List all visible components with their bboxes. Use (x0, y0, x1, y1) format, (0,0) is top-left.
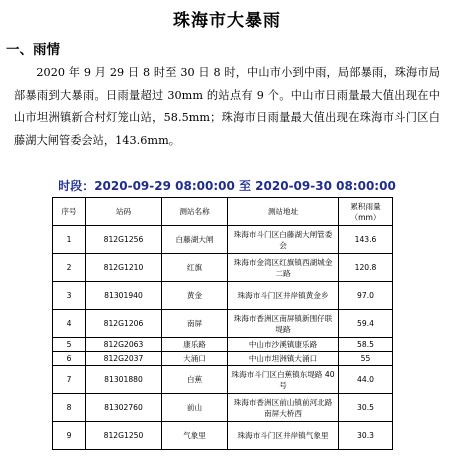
cell-rainfall: 30.5 (339, 394, 393, 422)
header-index: 序号 (53, 198, 86, 226)
table-header-row (53, 198, 393, 226)
cell-station-name: 白藤湖大闸 (162, 226, 228, 254)
rainfall-table (52, 197, 393, 450)
table-row (53, 394, 393, 422)
cell-index: 2 (53, 254, 86, 282)
section-heading: 一、雨情 (6, 42, 60, 58)
cell-index: 7 (53, 366, 86, 394)
cell-index: 9 (53, 422, 86, 450)
cell-station-address: 珠海市斗门区井岸镇气象里 (228, 422, 339, 450)
cell-index: 3 (53, 282, 86, 310)
document-title: 珠海市大暴雨 (173, 11, 281, 31)
table-row (53, 254, 393, 282)
cell-rainfall: 143.6 (339, 226, 393, 254)
cell-station-name: 红旗 (162, 254, 228, 282)
cell-station-name: 康乐路 (162, 338, 228, 352)
cell-station-name: 气象里 (162, 422, 228, 450)
cell-station-address: 珠海市香洲区前山镇前河北路南屏大桥西 (228, 394, 339, 422)
table-row (53, 338, 393, 352)
cell-station-name: 黄金 (162, 282, 228, 310)
cell-index: 5 (53, 338, 86, 352)
cell-rainfall: 55 (339, 352, 393, 366)
cell-station-code: 812G1210 (86, 254, 162, 282)
header-station-code: 站码 (86, 198, 162, 226)
cell-station-code: 812G1256 (86, 226, 162, 254)
time-period-label: 时段：2020-09-29 08:00:00 至 2020-09-30 08:00:00 (58, 179, 396, 193)
table-row (53, 310, 393, 338)
cell-station-code: 81301940 (86, 282, 162, 310)
cell-station-name: 南屏 (162, 310, 228, 338)
cell-rainfall: 44.0 (339, 366, 393, 394)
cell-station-address: 珠海市斗门区白藤湖大闸管委会 (228, 226, 339, 254)
cell-station-address: 珠海市斗门区井岸镇黄金乡 (228, 282, 339, 310)
cell-station-code: 812G1250 (86, 422, 162, 450)
cell-index: 8 (53, 394, 86, 422)
cell-station-code: 812G1206 (86, 310, 162, 338)
rain-summary-paragraph: 2020 年 9 月 29 日 8 时至 30 日 8 时，中山市小到中雨，局部暴雨，珠海市局部暴雨到大暴雨。日雨量超过 30mm 的站点有 9 个。中山市日雨量最大值出现在中山市坦洲镇新合村灯笼山站，58.5mm；珠海市日雨量最大值出现在珠海市斗门区白藤湖大闸管委会站，143.6mm。 (14, 66, 440, 147)
table-row (53, 282, 393, 310)
header-station-address: 测站地址 (228, 198, 339, 226)
header-station-name: 测站名称 (162, 198, 228, 226)
cell-rainfall: 120.8 (339, 254, 393, 282)
cell-station-code: 812G2037 (86, 352, 162, 366)
cell-index: 1 (53, 226, 86, 254)
table-row (53, 226, 393, 254)
cell-station-code: 81301880 (86, 366, 162, 394)
cell-station-address: 珠海市斗门区白蕉镇东堤路 40 号 (228, 366, 339, 394)
cell-station-name: 大涌口 (162, 352, 228, 366)
cell-station-address: 中山市沙溪镇康乐路 (228, 338, 339, 352)
table-row (53, 366, 393, 394)
cell-station-code: 81302760 (86, 394, 162, 422)
cell-index: 4 (53, 310, 86, 338)
cell-rainfall: 59.4 (339, 310, 393, 338)
cell-station-code: 812G2063 (86, 338, 162, 352)
table-row (53, 422, 393, 450)
cell-station-address: 珠海市香洲区南屏镇新围仔联堤路 (228, 310, 339, 338)
cell-station-name: 前山 (162, 394, 228, 422)
cell-station-name: 白蕉 (162, 366, 228, 394)
table-row (53, 352, 393, 366)
header-rainfall: 累积雨量（mm） (339, 198, 393, 226)
cell-rainfall: 30.3 (339, 422, 393, 450)
cell-index: 6 (53, 352, 86, 366)
cell-station-address: 中山市坦洲镇大涌口 (228, 352, 339, 366)
cell-rainfall: 97.0 (339, 282, 393, 310)
cell-rainfall: 58.5 (339, 338, 393, 352)
cell-station-address: 珠海市金湾区红旗镇西湖城金二路 (228, 254, 339, 282)
